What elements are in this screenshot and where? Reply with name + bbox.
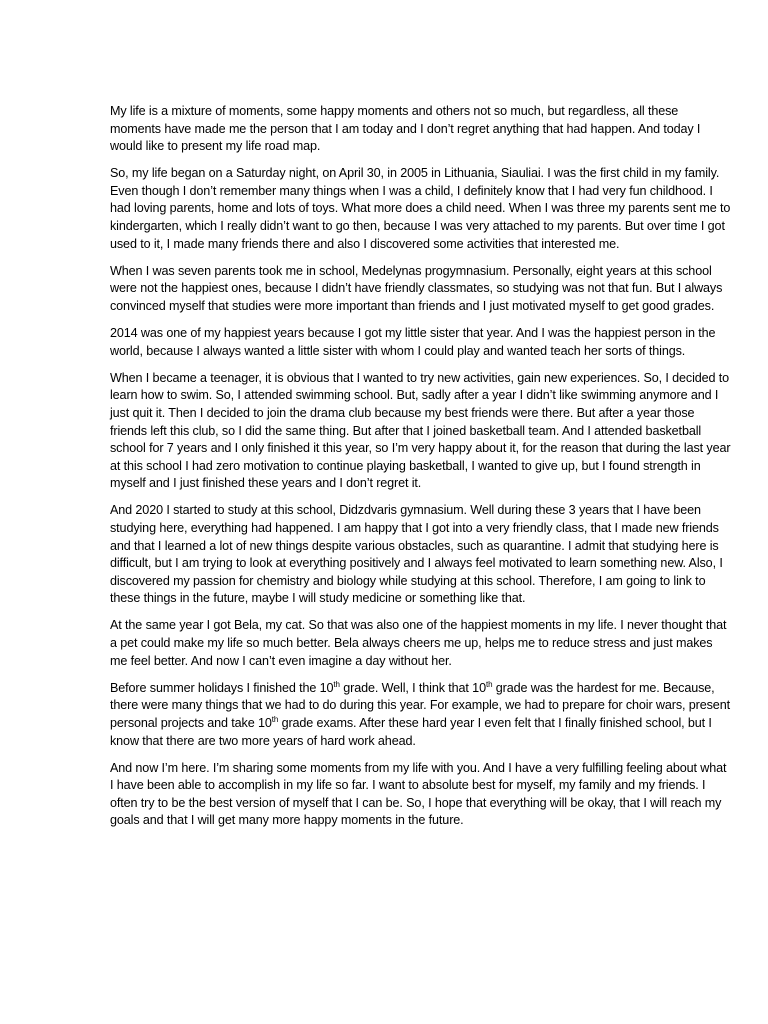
document-page — [110, 103, 732, 839]
paragraph-text: And now I’m here. I’m sharing some moments from my life with you. And I have a very fulfilling feeling about what I have been able to accomplish in my life so far. I want to absolute best for myself, my family and my friends. I often try to be the best version of myself that I can be. So, I hope that everything will be okay, that I will reach my goals and that I will get many more happy moments in the future. — [110, 760, 727, 828]
paragraph-cat — [110, 617, 732, 670]
paragraph-birth — [110, 165, 732, 253]
paragraph-school — [110, 263, 732, 316]
paragraph-text: When I was seven parents took me in school, Medelynas progymnasium. Personally, eight years at this school were not the happiest ones, because I didn’t have friendly classmates, so studying was not that fun. But I always convinced myself that studies were more important than friends and I just motivated myself to get good grades. — [110, 263, 723, 313]
paragraph-text: My life is a mixture of moments, some happy moments and others not so much, but regardless, all these moments have made me the person that I am today and I don’t regret anything that had happen. And today I would like to present my life road map. — [110, 104, 701, 154]
paragraph-text: When I became a teenager, it is obvious that I wanted to try new activities, gain new experiences. So, I decided to learn how to swim. So, I attended swimming school. But, sadly after a year I didn’t like swimming anymore and I just quit it. Then I decided to join the drama club because my best friends were there. But after a year those friends left this club, so I did the same thing. But after that I joined basketball team. And I attended basketball school for 7 years and I only finished it this year, so I’m very happy about it, for the reason that during the last year at this school I had zero motivation to continue playing basketball, I wanted to give up, but I found strength in myself and I just finished these years and I don’t regret it. — [110, 370, 731, 491]
paragraph-text: Before summer holidays I finished the 10 — [110, 680, 334, 695]
paragraph-text: At the same year I got Bela, my cat. So that was also one of the happiest moments in my life. I never thought that a pet could make my life so much better. Bela always cheers me up, helps me to reduce stress and just makes me feel better. And now I can’t even imagine a day without her. — [110, 618, 727, 668]
paragraph-conclusion — [110, 760, 732, 830]
paragraph-sister — [110, 325, 732, 360]
paragraph-intro — [110, 103, 732, 156]
paragraph-gymnasium — [110, 502, 732, 608]
superscript-ordinal: th — [485, 679, 493, 689]
paragraph-text: grade was the hardest for me. Because, there were many things that we had to do during this year. For example, we had to prepare for choir wars, present personal projects and take 10 — [110, 680, 730, 730]
paragraph-tenth-grade — [110, 680, 732, 750]
paragraph-text: And 2020 I started to study at this school, Didzdvaris gymnasium. Well during these 3 years that I have been studying here, everything had happened. I am happy that I got into a very friendly class, that I made new friends and that I learned a lot of new things despite various obstacles, such as quarantine. I admit that studying here is difficult, but I am trying to look at everything positively and I always feel motivated to learn something new. Also, I discovered my passion for chemistry and biology while studying at this school. Therefore, I am going to link to these things in the future, maybe I will study medicine or something like that. — [110, 503, 723, 606]
paragraph-text: 2014 was one of my happiest years because I got my little sister that year. And I was the happiest person in the world, because I always wanted a little sister with whom I could play and wanted teach her sorts of things. — [110, 326, 716, 358]
paragraph-text: grade exams. After these hard year I even felt that I finally finished school, but I know that there are two more years of hard work ahead. — [110, 715, 712, 748]
superscript-ordinal: th — [333, 679, 340, 689]
paragraph-text: grade. Well, I think that 10 — [339, 680, 486, 695]
superscript-ordinal: th — [271, 714, 279, 724]
paragraph-text: So, my life began on a Saturday night, on April 30, in 2005 in Lithuania, Siauliai. I was the first child in my family. Even though I don’t remember many things when I was a child, I definitely know that I had very fun childhood. I had loving parents, home and lots of toys. What more does a child need. When I was three my parents sent me to kindergarten, which I really didn’t want to go then, because I was very attached to my parents. But over time I got used to it, I made many friends there and also I discovered some activities that interested me. — [110, 166, 731, 251]
paragraph-teenager — [110, 370, 732, 493]
